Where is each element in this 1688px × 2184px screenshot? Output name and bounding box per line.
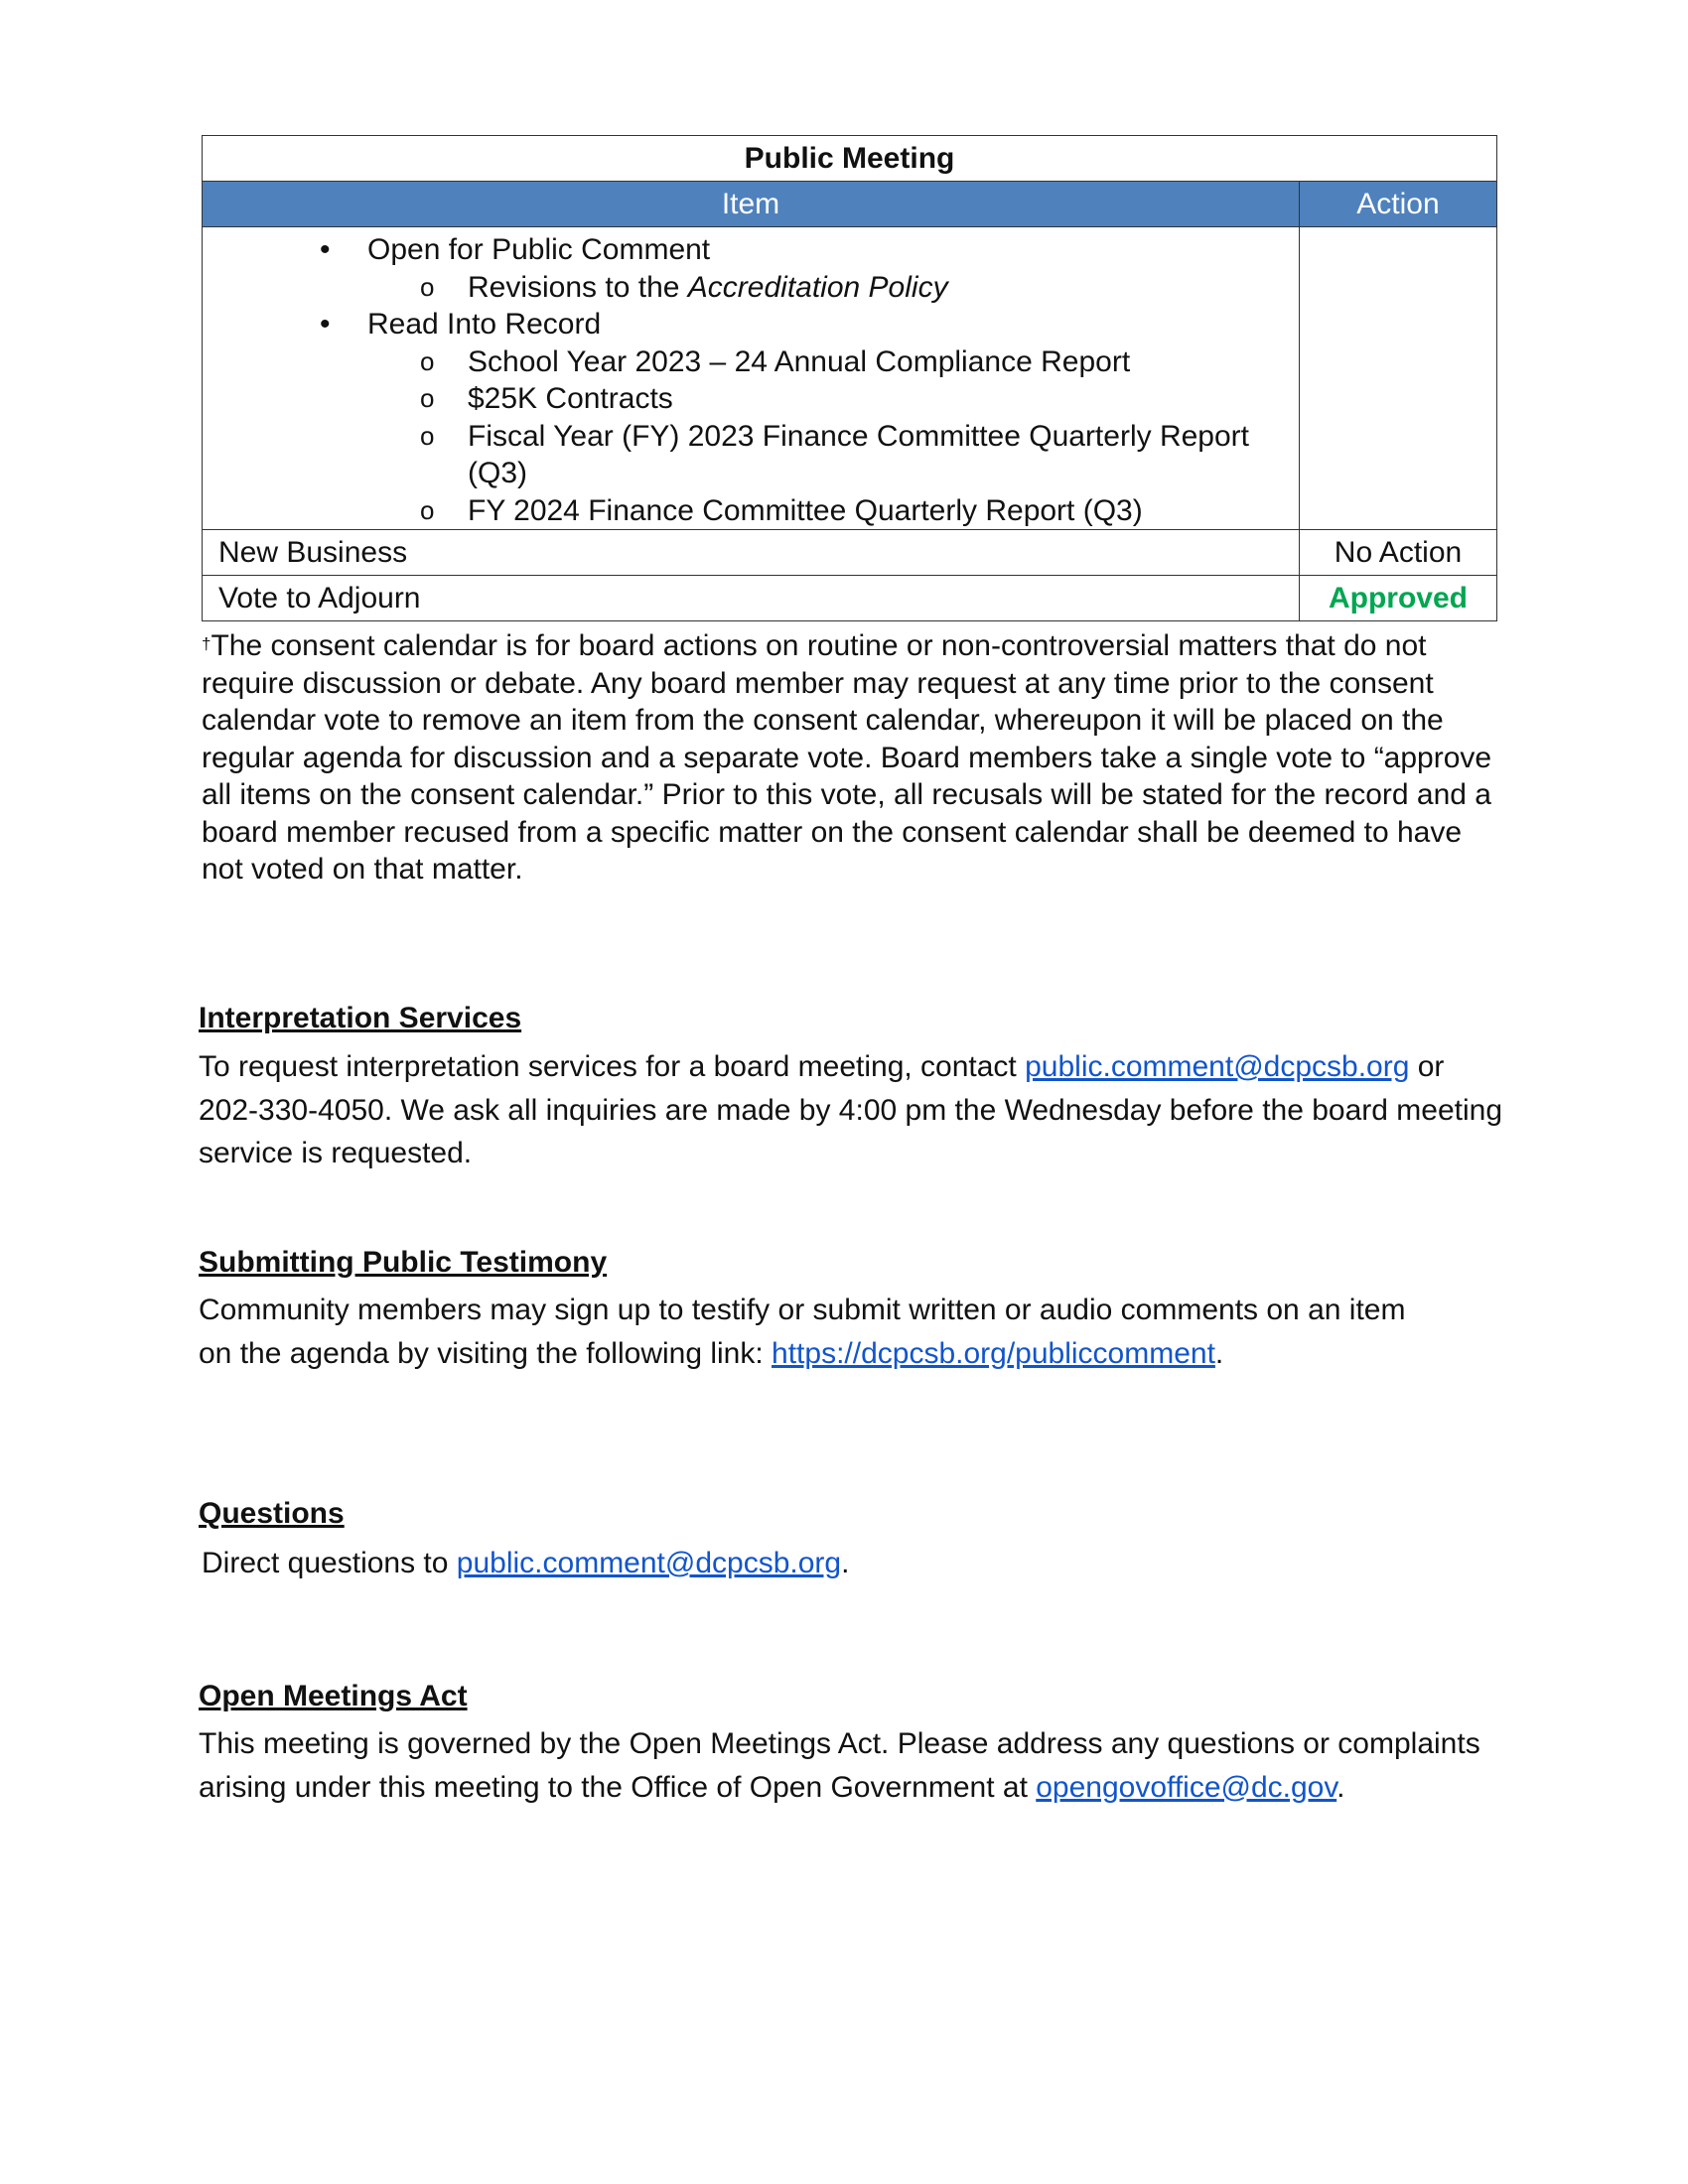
circle-bullet-icon: o	[420, 271, 435, 302]
list-item	[203, 492, 1299, 530]
vote-to-adjourn-action: Approved	[1300, 576, 1497, 621]
list-item	[203, 418, 1299, 492]
table-row	[203, 530, 1497, 576]
bullet-icon: •	[320, 233, 331, 266]
footnote-text: The consent calendar is for board actions on routine or non-controversial matters that do not require discussion or debate. Any board member may request at any time prior to the consent calendar vote to remove an item from the consent calendar, whereupon it will be placed on the regular agenda for discussion and a separate vote. Board members take a single vote to “approve all items on the consent calendar.” Prior to this vote, all recusals will be stated for the record and a board member recused from a specific matter on the consent calendar shall be deemed to have not voted on that matter.	[202, 629, 1492, 886]
interpretation-heading: Interpretation Services	[199, 1002, 522, 1034]
read-into-record-label: Read Into Record	[367, 308, 602, 341]
public-meeting-action-cell	[1300, 227, 1497, 530]
record-item: FY 2024 Finance Committee Quarterly Report (Q3)	[468, 493, 1143, 527]
bullet-icon: •	[320, 308, 331, 341]
footnote-marker: †	[202, 634, 211, 653]
public-comment-label: Open for Public Comment	[367, 233, 711, 266]
circle-bullet-icon: o	[420, 494, 435, 525]
questions-text: Direct questions to	[202, 1547, 457, 1579]
questions-heading: Questions	[199, 1497, 345, 1530]
open-meetings-text-after: .	[1336, 1770, 1345, 1804]
circle-bullet-icon: o	[420, 345, 435, 376]
open-meetings-heading: Open Meetings Act	[199, 1680, 468, 1712]
public-comment-url-link[interactable]: https://dcpcsb.org/publiccomment	[772, 1336, 1215, 1370]
list-item	[203, 231, 1299, 269]
action-column-header: Action	[1300, 182, 1497, 227]
interpretation-text-after: or 202-330-4050. We ask all inquiries are made by 4:00 pm the Wednesday before the board meeting service is requested.	[199, 1050, 1503, 1169]
testimony-text: Community members may sign up to testify or submit written or audio comments on an item on the agenda by visiting the following link:	[199, 1294, 1406, 1370]
public-meeting-items-cell	[203, 227, 1300, 530]
accreditation-policy-title: Accreditation Policy	[687, 270, 948, 304]
questions-email-link[interactable]: public.comment@dcpcsb.org	[456, 1547, 842, 1579]
revision-prefix: Revisions to the	[468, 270, 688, 304]
record-item: School Year 2023 – 24 Annual Compliance Report	[468, 344, 1131, 378]
consent-calendar-footnote	[202, 627, 1492, 888]
interpretation-body	[199, 1045, 1509, 1175]
new-business-action: No Action	[1300, 530, 1497, 576]
new-business-item: New Business	[203, 530, 1300, 576]
agenda-table	[202, 135, 1497, 621]
questions-text-after: .	[841, 1547, 850, 1579]
record-item: $25K Contracts	[468, 382, 673, 415]
table-row	[203, 576, 1497, 621]
circle-bullet-icon: o	[420, 420, 435, 451]
table-title: Public Meeting	[203, 136, 1497, 182]
list-item	[203, 269, 1299, 307]
list-item	[203, 306, 1299, 343]
open-meetings-text: This meeting is governed by the Open Meetings Act. Please address any questions or complaints arising under this meeting to the Office of Open Government at	[199, 1727, 1480, 1804]
testimony-text-after: .	[1214, 1336, 1224, 1370]
interpretation-email-link[interactable]: public.comment@dcpcsb.org	[1025, 1050, 1410, 1083]
open-meetings-body	[199, 1722, 1509, 1809]
list-item	[203, 343, 1299, 381]
interpretation-text: To request interpretation services for a board meeting, contact	[199, 1050, 1026, 1083]
open-gov-email-link[interactable]: opengovoffice@dc.gov	[1036, 1770, 1337, 1804]
testimony-body	[199, 1289, 1430, 1375]
list-item	[203, 380, 1299, 418]
vote-to-adjourn-item: Vote to Adjourn	[203, 576, 1300, 621]
questions-body	[202, 1542, 1512, 1585]
item-column-header: Item	[203, 182, 1300, 227]
testimony-heading: Submitting Public Testimony	[199, 1246, 608, 1279]
record-item: Fiscal Year (FY) 2023 Finance Committee Quarterly Report (Q3)	[468, 419, 1249, 489]
circle-bullet-icon: o	[420, 383, 435, 413]
